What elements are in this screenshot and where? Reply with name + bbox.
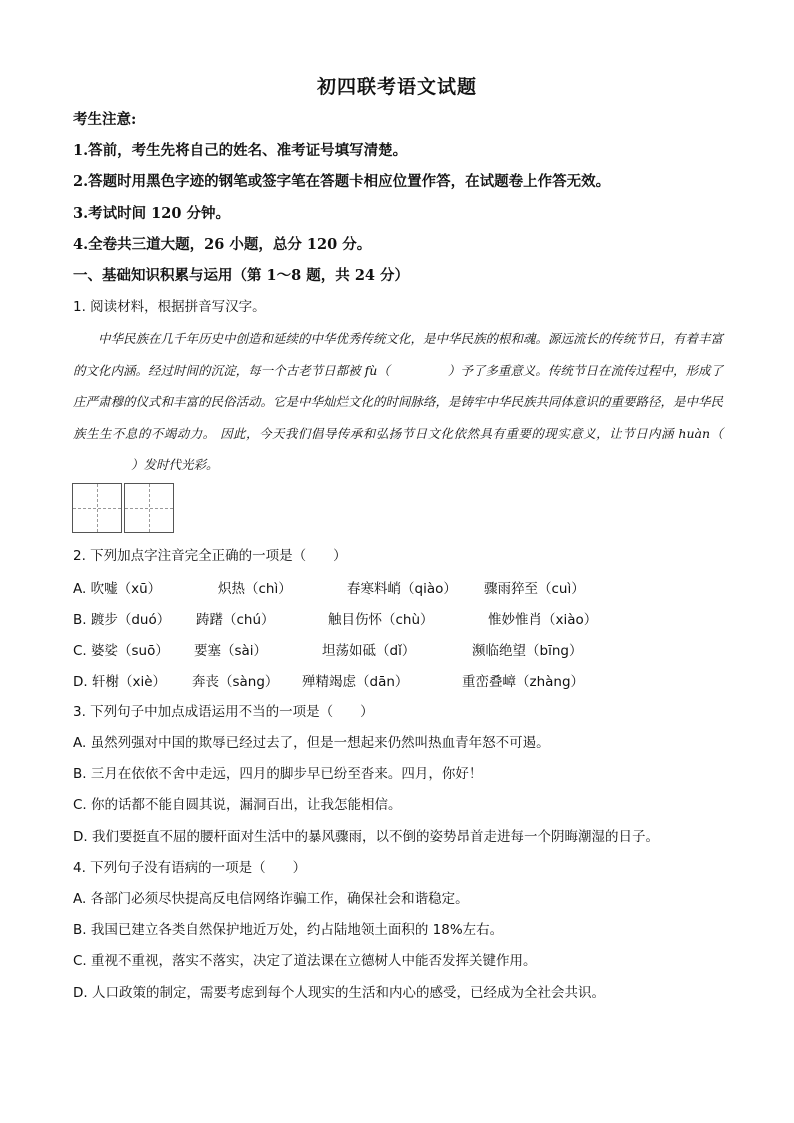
- option-b-item: 触目伤怀（chù）: [328, 612, 434, 628]
- option-d-item: 奔丧（sàng）: [192, 674, 279, 690]
- passage-text: ）发时代光彩。: [131, 457, 219, 472]
- option-a-item: 炽热（chì）: [218, 581, 292, 597]
- question-stem: 3. 下列句子中加点成语运用不当的一项是（ ）: [73, 704, 374, 720]
- question-stem: 1. 阅读材料，根据拼音写汉字。: [73, 299, 266, 315]
- answer-cell[interactable]: [72, 483, 122, 533]
- passage-text: 中华民族在几千年历史中创造和延续的中华优秀传统文化，是中华民族的根和魂。源远流长的传统节日，有着丰富的文化内涵。经过时间的沉淀，每一个古老节日都被 fù（: [73, 331, 724, 378]
- option-d-item: D. 轩榭（xiè）: [73, 674, 167, 690]
- page-title: 初四联考语文试题: [316, 76, 477, 98]
- answer-cell[interactable]: [124, 483, 174, 533]
- notice-heading: 考生注意:: [73, 111, 137, 128]
- notice-item: 2.答题时用黑色字迹的钢笔或签字笔在答题卡相应位置作答，在试题卷上作答无效。: [73, 173, 611, 190]
- option-d-item: 重峦叠嶂（zhàng）: [462, 674, 585, 690]
- notice-item: 1.答前，考生先将自己的姓名、准考证号填写清楚。: [73, 142, 408, 159]
- option-d: D. 人口政策的制定，需要考虑到每个人现实的生活和内心的感受，已经成为全社会共识。: [73, 985, 605, 1001]
- option-a-item: A. 吹嘘（xū）: [73, 581, 162, 597]
- option-b-item: 踌躇（chú）: [196, 612, 275, 628]
- reading-passage: [73, 323, 723, 481]
- option-b: B. 三月在依依不舍中走远，四月的脚步早已纷至沓来。四月，你好！: [73, 766, 483, 782]
- option-b-item: B. 踱步（duó）: [73, 612, 171, 628]
- option-d: D. 我们要挺直不屈的腰杆面对生活中的暴风骤雨，以不倒的姿势昂首走进每一个阴晦潮湿的日子。: [73, 829, 659, 845]
- notice-item: 3.考试时间 120 分钟。: [73, 205, 231, 222]
- option-d-item: 殚精竭虑（dān）: [302, 674, 409, 690]
- option-a: A. 虽然列强对中国的欺辱已经过去了，但是一想起来仍然叫热血青年怒不可遏。: [73, 735, 550, 751]
- option-c-item: 要塞（sài）: [194, 643, 268, 659]
- question-stem: 2. 下列加点字注音完全正确的一项是（ ）: [73, 548, 347, 564]
- option-a: A. 各部门必须尽快提高反电信网络诈骗工作，确保社会和谐稳定。: [73, 891, 469, 907]
- option-a-item: 骤雨猝至（cuì）: [484, 581, 585, 597]
- option-c-item: C. 婆娑（suō）: [73, 643, 169, 659]
- passage-text: ）予了多重意义。传统节日在流传过程中，形成了庄严肃穆的仪式和丰富的民俗活动。它是中华灿烂文化的时间脉络，是铸牢中华民族共同体意识的重要路径，是中华民族生生不息的不竭动力。 因此，今天我们倡导传承和弘扬节日文化依然具有重要的现实意义，让节日内涵 huàn（: [73, 362, 724, 441]
- option-c: C. 你的话都不能自圆其说，漏洞百出，让我怎能相信。: [73, 797, 402, 813]
- option-b-item: 惟妙惟肖（xiào）: [488, 612, 598, 628]
- option-a-item: 春寒料峭（qiào）: [347, 581, 457, 597]
- option-c-item: 坦荡如砥（dǐ）: [322, 643, 416, 659]
- section-heading: 一、基础知识积累与运用（第 1～8 题，共 24 分）: [73, 267, 410, 284]
- option-c-item: 濒临绝望（bīng）: [472, 643, 583, 659]
- notice-item: 4.全卷共三道大题，26 小题，总分 120 分。: [73, 236, 372, 253]
- option-b: B. 我国已建立各类自然保护地近万处，约占陆地领土面积的 18%左右。: [73, 922, 504, 938]
- question-stem: 4. 下列句子没有语病的一项是（ ）: [73, 860, 307, 876]
- option-c: C. 重视不重视，落实不落实，决定了道法课在立德树人中能否发挥关键作用。: [73, 953, 537, 969]
- answer-grid[interactable]: [72, 483, 176, 533]
